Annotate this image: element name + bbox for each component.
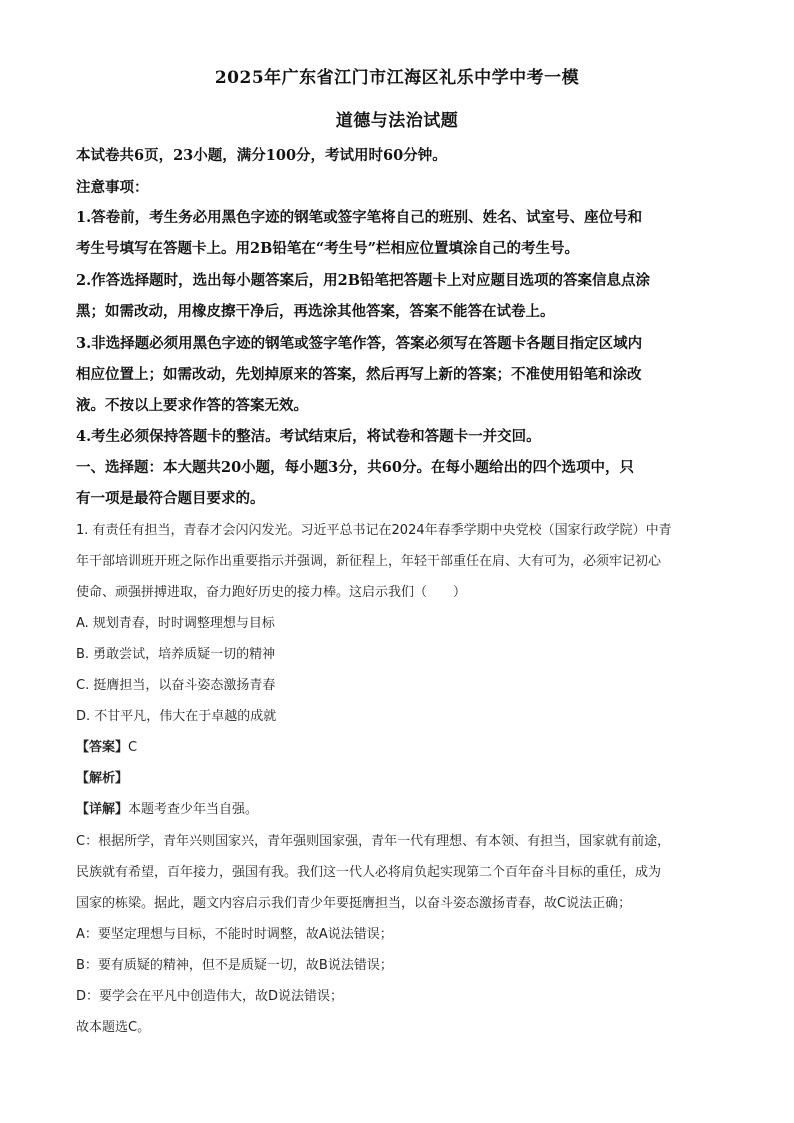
section-heading: 一、选择题：本大题共20小题，每小题3分，共60分。在每小题给出的四个选项中，只 (76, 459, 634, 476)
analysis-text: 民族就有希望，百年接力，强国有我。我们这一代人必将肩负起实现第二个百年奋斗目标的重任，成为 (76, 865, 662, 880)
analysis-text: 国家的栋梁。据此，题文内容启示我们青少年要挺膺担当，以奋斗姿态激扬青春，故C说法正确； (76, 896, 632, 911)
option-b: B. 勇敢尝试，培养质疑一切的精神 (76, 647, 276, 662)
detail-line (76, 800, 726, 820)
analysis-line (76, 769, 726, 789)
question-stem: 1. 有责任有担当，青春才会闪闪发光。习近平总书记在2024年春季学期中央党校（国家行政学院）中青 (76, 523, 672, 538)
analysis-tag: 【解析】 (76, 771, 129, 786)
notice-line: 黑；如需改动，用橡皮擦干净后，再选涂其他答案，答案不能答在试卷上。 (76, 303, 555, 320)
exam-intro: 本试卷共6页，23小题，满分100分，考试用时60分钟。 (76, 147, 447, 164)
notice-line: 考生号填写在答题卡上。用2B铅笔在“考生号”栏相应位置填涂自己的考生号。 (76, 240, 580, 257)
notice-line: 液。不按以上要求作答的答案无效。 (76, 397, 308, 414)
notice-line: 4.考生必须保持答题卡的整洁。考试结束后，将试卷和答题卡一并交回。 (76, 428, 541, 445)
analysis-text: 故本题选C。 (76, 1020, 151, 1035)
option-a: A. 规划青春，时时调整理想与目标 (76, 616, 275, 631)
exam-subtitle: 道德与法治试题 (335, 111, 459, 131)
detail-tag: 【详解】 (76, 802, 129, 817)
notice-line: 相应位置上；如需改动，先划掉原来的答案，然后再写上新的答案；不准使用铅笔和涂改 (76, 366, 642, 383)
exam-title: 2025年广东省江门市江海区礼乐中学中考一模 (214, 68, 580, 88)
option-d: D. 不甘平凡，伟大在于卓越的成就 (76, 709, 277, 724)
question-stem: 使命、顽强拼搏进取，奋力跑好历史的接力棒。这启示我们（ ） (76, 585, 467, 600)
answer-line (76, 738, 726, 758)
notice-heading: 注意事项： (76, 179, 149, 196)
notice-line: 2.作答选择题时，选出每小题答案后，用2B铅笔把答题卡上对应题目选项的答案信息点涂 (76, 272, 650, 289)
answer-value: C (128, 740, 138, 755)
notice-line: 3.非选择题必须用黑色字迹的钢笔或签字笔作答，答案必须写在答题卡各题目指定区域内 (76, 335, 643, 352)
option-c: C. 挺膺担当，以奋斗姿态激扬青春 (76, 678, 276, 693)
analysis-text: C：根据所学，青年兴则国家兴，青年强则国家强，青年一代有理想、有本领、有担当，国家就有前途， (76, 834, 671, 849)
notice-line: 1.答卷前，考生务必用黑色字迹的钢笔或签字笔将自己的班别、姓名、试室号、座位号和 (76, 209, 643, 226)
question-stem: 年干部培训班开班之际作出重要指示并强调，新征程上，年轻干部重任在肩、大有可为，必须牢记初心 (76, 554, 662, 569)
detail-text: 本题考查少年当自强。 (128, 802, 259, 817)
answer-tag: 【答案】 (76, 740, 129, 755)
analysis-text: B：要有质疑的精神，但不是质疑一切，故B说法错误； (76, 958, 393, 973)
analysis-text: A：要坚定理想与目标，不能时时调整，故A说法错误； (76, 927, 393, 942)
section-heading: 有一项是最符合题目要求的。 (76, 490, 265, 507)
analysis-text: D：要学会在平凡中创造伟大，故D说法错误； (76, 989, 344, 1004)
